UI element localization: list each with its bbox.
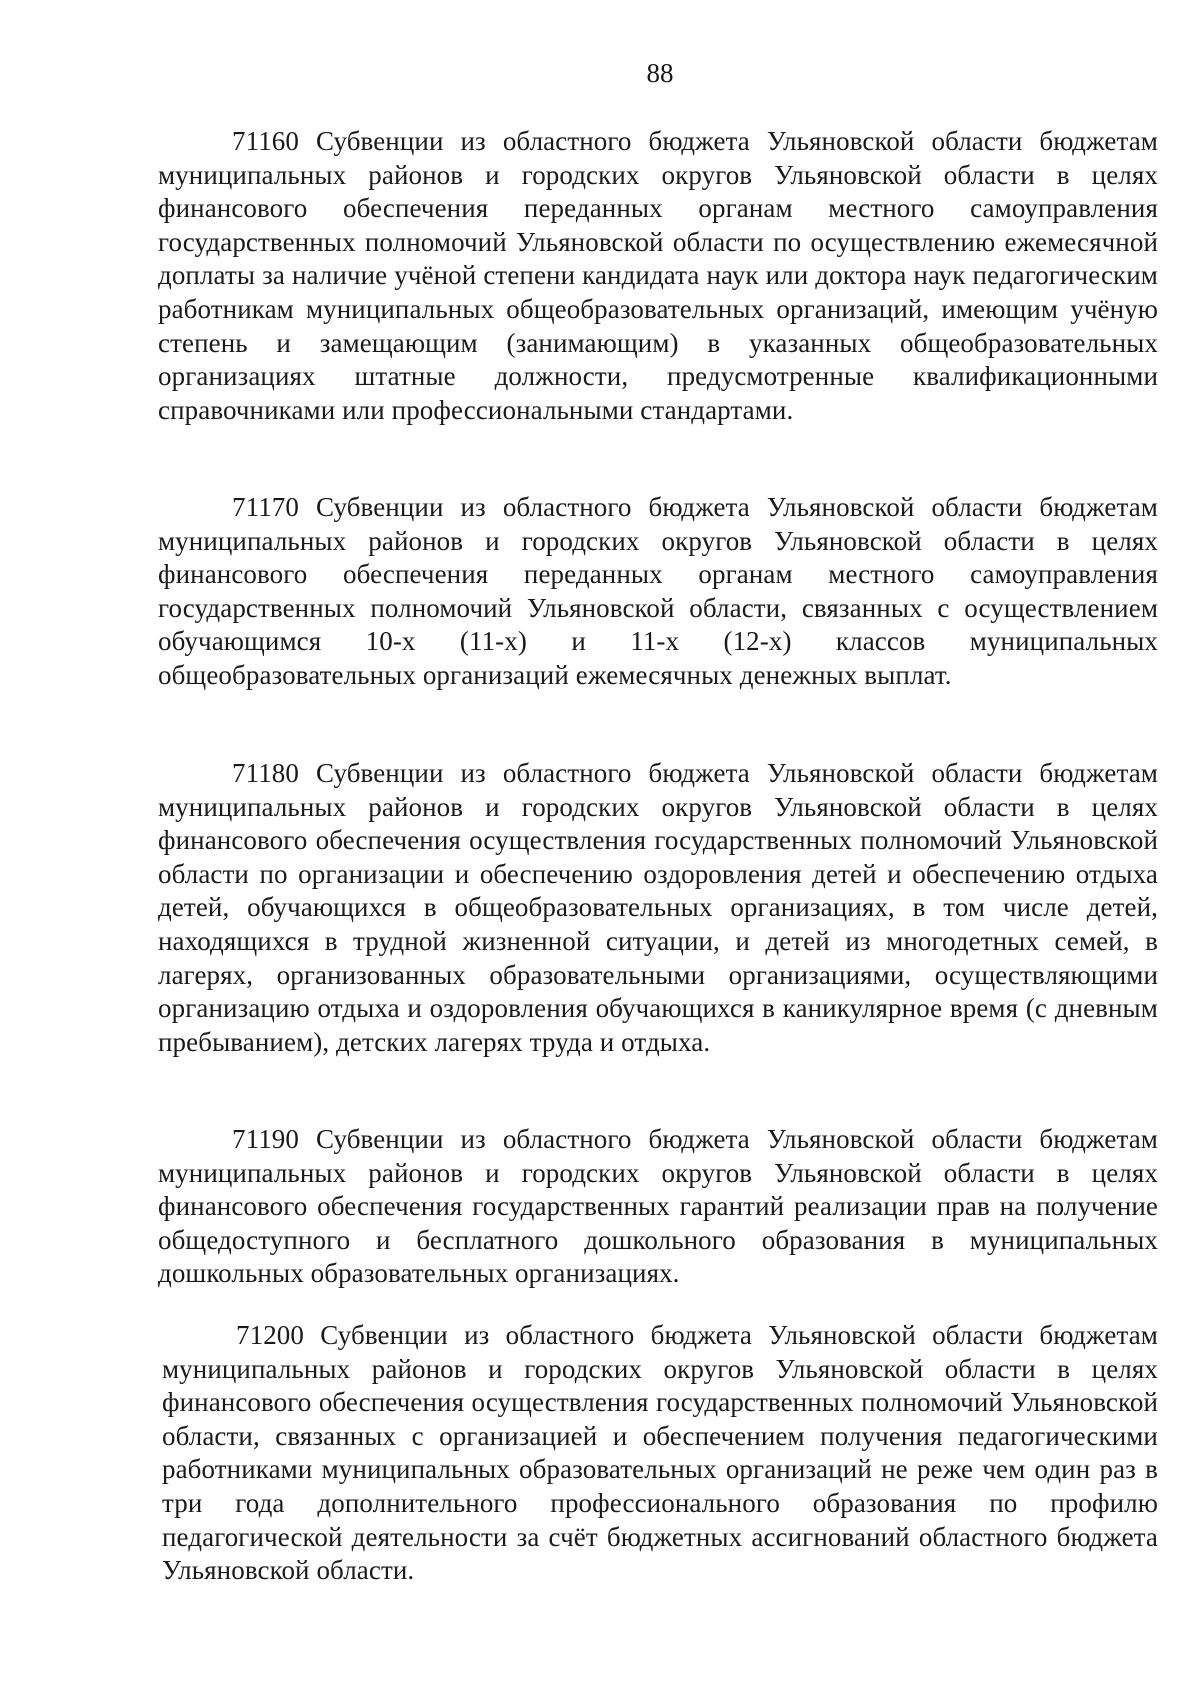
section-text: Субвенции из областного бюджета Ульяновской области бюджетам муниципальных районов и городских округов Ульяновской области в целях финансового обеспечения осуществления государственных полномочий Ульяновской области по организации и обеспечению оздоровления детей и обеспечению отдыха детей, обучающихся в общеобразовательных организациях, в том числе детей, находящихся в трудной жизненной ситуации, и детей из многодетных семей, в лагерях, организованных образовательными организациями, осуществляющими организацию отдыха и оздоровления обучающихся в каникулярное время (с дневным пребыванием), детских лагерях труда и отдыха. (158, 758, 1158, 1057)
section-text: Субвенции из областного бюджета Ульяновской области бюджетам муниципальных районов и городских округов Ульяновской области в целях финансового обеспечения осуществления государственных полномочий Ульяновской области, связанных с организацией и обеспечением получения педагогическими работниками муниципальных образовательных организаций не реже чем один раз в три года дополнительного профессионального образования по профилю педагогической деятельности за счёт бюджетных ассигнований областного бюджета Ульяновской области. (162, 1320, 1158, 1586)
section-71190 (158, 1123, 1158, 1291)
section-code: 71200 (236, 1320, 304, 1350)
section-71160 (158, 125, 1158, 427)
section-71180 (158, 757, 1158, 1059)
section-code: 71190 (232, 1124, 299, 1154)
section-71200 (162, 1319, 1158, 1588)
section-text: Субвенции из областного бюджета Ульяновской области бюджетам муниципальных районов и городских округов Ульяновской области в целях финансового обеспечения переданных органам местного самоуправления государственных полномочий Ульяновской области по осуществлению ежемесячной доплаты за наличие учёной степени кандидата наук или доктора наук педагогическим работникам муниципальных общеобразовательных организаций, имеющим учёную степень и замещающим (занимающим) в указанных общеобразовательных организациях штатные должности, предусмотренные квалификационными справочниками или профессиональными стандартами. (158, 126, 1158, 425)
page-number: 88 (646, 58, 674, 88)
section-text: Субвенции из областного бюджета Ульяновской области бюджетам муниципальных районов и городских округов Ульяновской области в целях финансового обеспечения государственных гарантий реализации прав на получение общедоступного и бесплатного дошкольного образования в муниципальных дошкольных образовательных организациях. (158, 1124, 1158, 1289)
section-code: 71160 (232, 126, 299, 156)
section-code: 71180 (232, 758, 299, 788)
section-text: Субвенции из областного бюджета Ульяновской области бюджетам муниципальных районов и городских округов Ульяновской области в целях финансового обеспечения переданных органам местного самоуправления государственных полномочий Ульяновской области, связанных с осуществлением обучающимся 10-х (11-х) и 11-х (12-х) классов муниципальных общеобразовательных организаций ежемесячных денежных выплат. (158, 492, 1158, 690)
section-71170 (158, 491, 1158, 693)
section-code: 71170 (232, 492, 299, 522)
